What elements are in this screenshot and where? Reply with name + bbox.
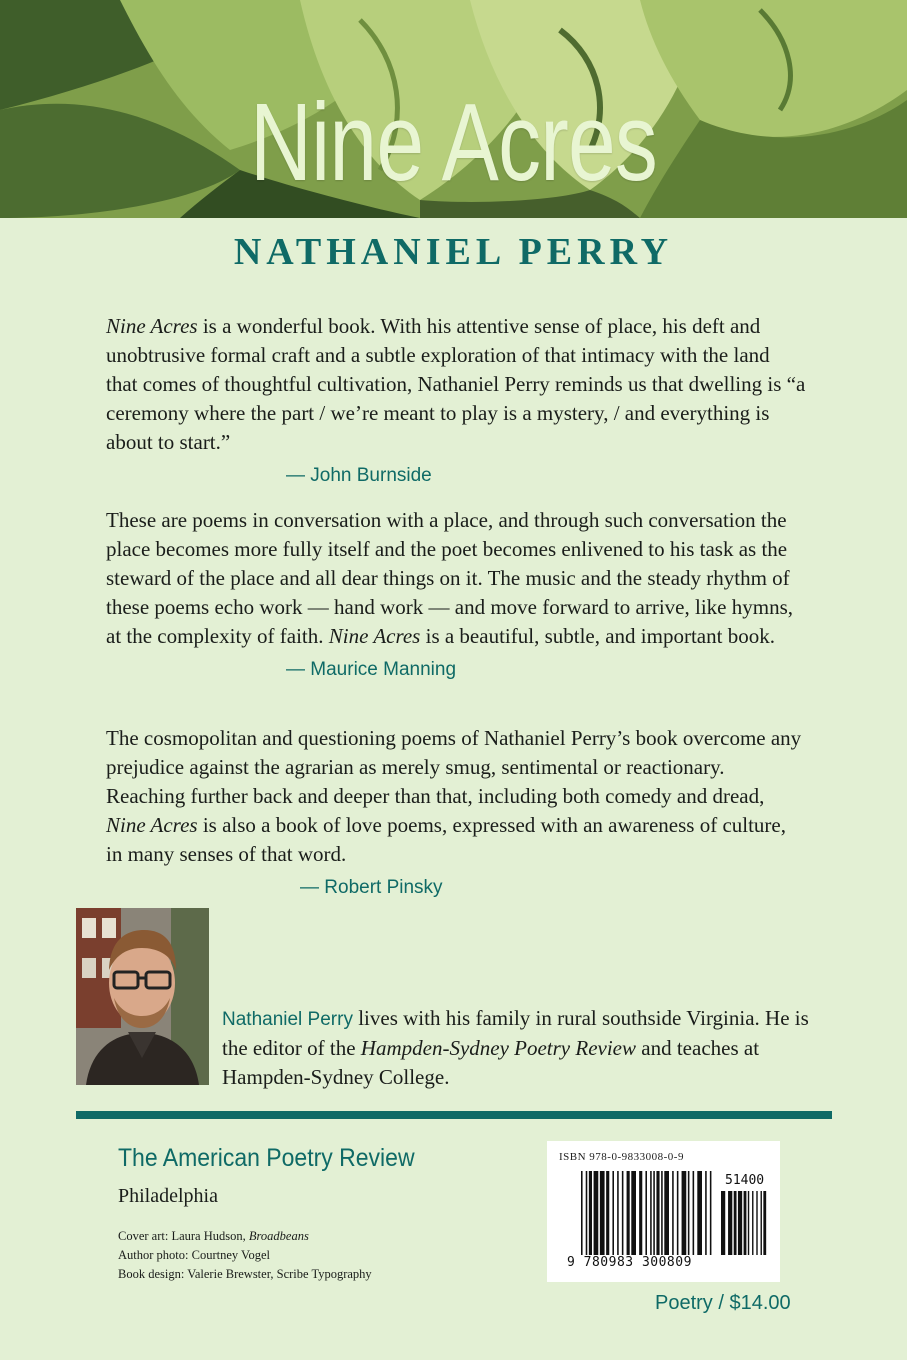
bio-text: lives with his family in rural southside Virginia. He is the editor of the bbox=[222, 1006, 809, 1060]
ean5-digits: 51400 bbox=[725, 1173, 765, 1188]
blurb-1-attribution: — John Burnside bbox=[286, 465, 432, 486]
publisher-name: The American Poetry Review bbox=[118, 1144, 415, 1172]
barcode-bar bbox=[586, 1171, 588, 1255]
barcode-bar bbox=[677, 1171, 679, 1255]
barcode-bar bbox=[622, 1171, 624, 1255]
blurb-1-text bbox=[106, 312, 806, 457]
author-bio bbox=[222, 1004, 822, 1092]
barcode-bar bbox=[645, 1171, 647, 1255]
blurb-3-italic-title: Nine Acres bbox=[106, 813, 198, 837]
barcode-bar bbox=[639, 1171, 642, 1255]
ean13-bars bbox=[581, 1171, 713, 1255]
barcode-bar bbox=[748, 1191, 749, 1255]
barcode-bar bbox=[744, 1191, 747, 1255]
blurb-2-body: These are poems in conversation with a place, and through such conversation the place becomes more fully itself and the poet becomes enlivened to his task as the steward of the place and all dear things on it. The music and the steady rhythm of these poems echo work — hand work — and move forward to arrive, like hymns, at the complexity of faith. bbox=[106, 508, 793, 648]
bio-journal: Hampden-Sydney Poetry Review bbox=[360, 1036, 637, 1060]
blurb-3 bbox=[106, 724, 806, 902]
credit-cover-art-label: Cover art: Laura Hudson, bbox=[118, 1229, 249, 1243]
barcode-bar bbox=[650, 1171, 652, 1255]
barcode-bar bbox=[756, 1191, 757, 1255]
blurb-3-text bbox=[106, 724, 806, 869]
barcode-bar bbox=[728, 1191, 732, 1255]
barcode-bar bbox=[594, 1171, 599, 1255]
barcode-bar bbox=[697, 1171, 702, 1255]
barcode-bar bbox=[721, 1191, 725, 1255]
bio-author-name: Nathaniel Perry bbox=[222, 1009, 353, 1030]
blurb-2-italic-title: Nine Acres bbox=[328, 624, 421, 648]
blurb-3-attribution: — Robert Pinsky bbox=[300, 877, 443, 898]
barcode-bar bbox=[661, 1171, 663, 1255]
author-name: NATHANIEL PERRY bbox=[233, 231, 674, 273]
barcode-bar bbox=[763, 1191, 766, 1255]
blurb-1-body: is a wonderful book. With his attentive sense of place, his deft and unobtrusive formal craft and a subtle exploration of that intimacy with the land that comes of thoughtful cultivation, Nathaniel Perry reminds us that dwelling is “a ceremony where the part / we’re meant to play is a mystery, / and everything is about to start.” bbox=[106, 314, 806, 454]
barcode-bar bbox=[606, 1171, 609, 1255]
barcode-bar bbox=[664, 1171, 669, 1255]
bio-text-end: and teaches at Hampden-Sydney College. bbox=[222, 1036, 760, 1089]
credit-cover-art bbox=[118, 1227, 372, 1246]
ean13-digits: 9 780983 300809 bbox=[567, 1255, 692, 1270]
barcode-bar bbox=[656, 1171, 659, 1255]
author-portrait bbox=[76, 908, 209, 1085]
barcode-bar bbox=[612, 1171, 614, 1255]
barcode-bar bbox=[693, 1171, 695, 1255]
blurb-2-text bbox=[106, 506, 806, 651]
barcode-bar bbox=[617, 1171, 619, 1255]
barcode-bar bbox=[627, 1171, 630, 1255]
credit-book-design: Book design: Valerie Brewster, Scribe Typography bbox=[118, 1267, 372, 1281]
barcode-bar bbox=[631, 1171, 636, 1255]
divider-rule bbox=[76, 1111, 832, 1119]
isbn-number: ISBN 978-0-9833008-0-9 bbox=[559, 1151, 684, 1163]
credits bbox=[118, 1227, 372, 1284]
barcode-bar bbox=[738, 1191, 742, 1255]
publisher-city: Philadelphia bbox=[118, 1185, 218, 1207]
barcode-bar bbox=[653, 1171, 655, 1255]
barcode-bar bbox=[600, 1171, 605, 1255]
barcode-bar bbox=[682, 1171, 687, 1255]
barcode-bar bbox=[752, 1191, 753, 1255]
barcode-bar bbox=[688, 1171, 690, 1255]
blurb-2-attribution: — Maurice Manning bbox=[286, 659, 457, 680]
price-category: Poetry / $14.00 bbox=[655, 1292, 791, 1314]
blurb-2-body-end: is a beautiful, subtle, and important book. bbox=[420, 624, 775, 648]
author-photo bbox=[76, 908, 209, 1085]
blurb-3-body: The cosmopolitan and questioning poems of Nathaniel Perry’s book overcome any prejudice against the agrarian as merely smug, sentimental or reactionary. Reaching further back and deeper than that, including both comedy and dread, bbox=[106, 726, 802, 808]
blurb-2 bbox=[106, 506, 806, 684]
isbn-barcode bbox=[547, 1141, 780, 1282]
credit-cover-art-title: Broadbeans bbox=[248, 1229, 309, 1243]
barcode-bar bbox=[734, 1191, 737, 1255]
barcode-bar bbox=[581, 1171, 583, 1255]
barcode-bar bbox=[761, 1191, 762, 1255]
blurb-1-italic-title: Nine Acres bbox=[106, 314, 198, 338]
blurb-1 bbox=[106, 312, 806, 490]
barcode-bar bbox=[710, 1171, 712, 1255]
barcode-bar bbox=[589, 1171, 592, 1255]
barcode-bar bbox=[672, 1171, 674, 1255]
credit-author-photo: Author photo: Courtney Vogel bbox=[118, 1248, 270, 1262]
ean5-bars bbox=[721, 1191, 769, 1255]
blurb-3-body-end: is also a book of love poems, expressed with an awareness of culture, in many senses of that word. bbox=[106, 813, 786, 866]
book-title: Nine Acres bbox=[249, 81, 658, 204]
barcode-bar bbox=[705, 1171, 707, 1255]
